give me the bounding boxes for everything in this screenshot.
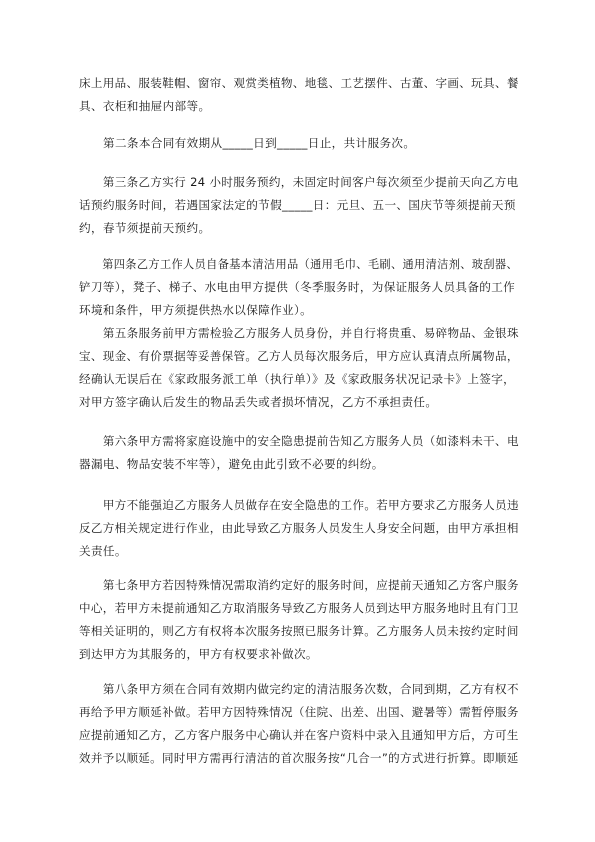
text-line: 反乙方相关规定进行作业，由此导致乙方服务人员发生人身安全问题，由甲方承担相: [79, 521, 519, 535]
text-line: 话预约服务时间，若遇国家法定的节假_____日：元旦、五一、国庆节等须提前天预: [79, 198, 516, 212]
text-line: 床上用品、服装鞋帽、窗帘、观赏类植物、地毯、工艺摆件、古董、字画、玩具、餐: [79, 76, 519, 90]
paragraph-3: [79, 171, 519, 240]
paragraph-2: [79, 132, 519, 155]
paragraph-9: [79, 678, 519, 770]
text-line: 第五条服务前甲方需检验乙方服务人员身份，并自行将贵重、易碎物品、金银珠: [102, 326, 519, 340]
text-line: 第四条乙方工作人员自备基本清洁用品（通用毛巾、毛刷、通用清洁剂、玻刮器、: [102, 257, 519, 271]
text-line: 关责任。: [79, 544, 127, 558]
text-line: 应提前通知乙方，乙方客户服务中心确认并在客户资料中录入且通知甲方后，方可生: [79, 728, 519, 742]
paragraph-6: [79, 430, 519, 476]
text-line: 环境和条件，甲方须提供热水以保障作业）。: [79, 303, 313, 317]
paragraph-5: [79, 322, 519, 414]
text-line: 效并予以顺延。同时甲方需再行清洁的首次服务按“几合一”的方式进行折算。即顺延: [79, 751, 519, 765]
text-line: 再给予甲方顺延补做。若甲方因特殊情况（住院、出差、出国、避暑等）需暂停服务: [79, 705, 519, 719]
text-line: 第八条甲方须在合同有效期内做完约定的清洁服务次数，合同到期，乙方有权不: [102, 682, 519, 696]
paragraph-1: [79, 72, 519, 118]
text-line: 对甲方签字确认后发生的物品丢失或者损坏情况，乙方不承担责任。: [79, 395, 438, 409]
text-line: 铲刀等），凳子、梯子、水电由甲方提供（冬季服务时，为保证服务人员具备的工作: [79, 280, 516, 294]
text-line: 具、衣柜和抽屉内部等。: [79, 99, 211, 113]
text-line: 中心，若甲方未提前通知乙方取消服务导致乙方服务人员到达甲方服务地时且有门卫: [79, 601, 519, 615]
text-line: 经确认无误后在《家政服务派工单（执行单）》及《家政服务状况记录卡》上签字，: [79, 372, 516, 386]
text-line: 约，春节须提前天预约。: [79, 221, 211, 235]
text-line: 甲方不能强迫乙方服务人员做存在安全隐患的工作。若甲方要求乙方服务人员违: [102, 498, 519, 512]
text-line: 器漏电、物品安装不牢等），避免由此引致不必要的纠纷。: [79, 457, 384, 471]
text-line: 第三条乙方实行 24 小时服务预约，未固定时间客户每次须至少提前天向乙方电: [102, 175, 519, 189]
text-line: 到达甲方为其服务的，甲方有权要求补做次。: [79, 647, 318, 661]
paragraph-4: [79, 253, 519, 322]
paragraph-7: [79, 494, 519, 563]
text-line: 第二条本合同有效期从_____日到_____日止，共计服务次。: [103, 136, 416, 150]
text-line: 第七条甲方若因特殊情况需取消约定好的服务时间，应提前天通知乙方客户服务: [102, 578, 519, 592]
paragraph-8: [79, 574, 519, 666]
text-line: 宝、现金、有价票据等妥善保管。乙方人员每次服务后，甲方应认真清点所属物品，: [79, 349, 519, 363]
text-line: 等相关证明的，则乙方有权将本次服务按照已服务计算。乙方服务人员未按约定时间: [79, 624, 519, 638]
text-line: 第六条甲方需将家庭设施中的安全隐患提前告知乙方服务人员（如漆料未干、电: [102, 434, 519, 448]
